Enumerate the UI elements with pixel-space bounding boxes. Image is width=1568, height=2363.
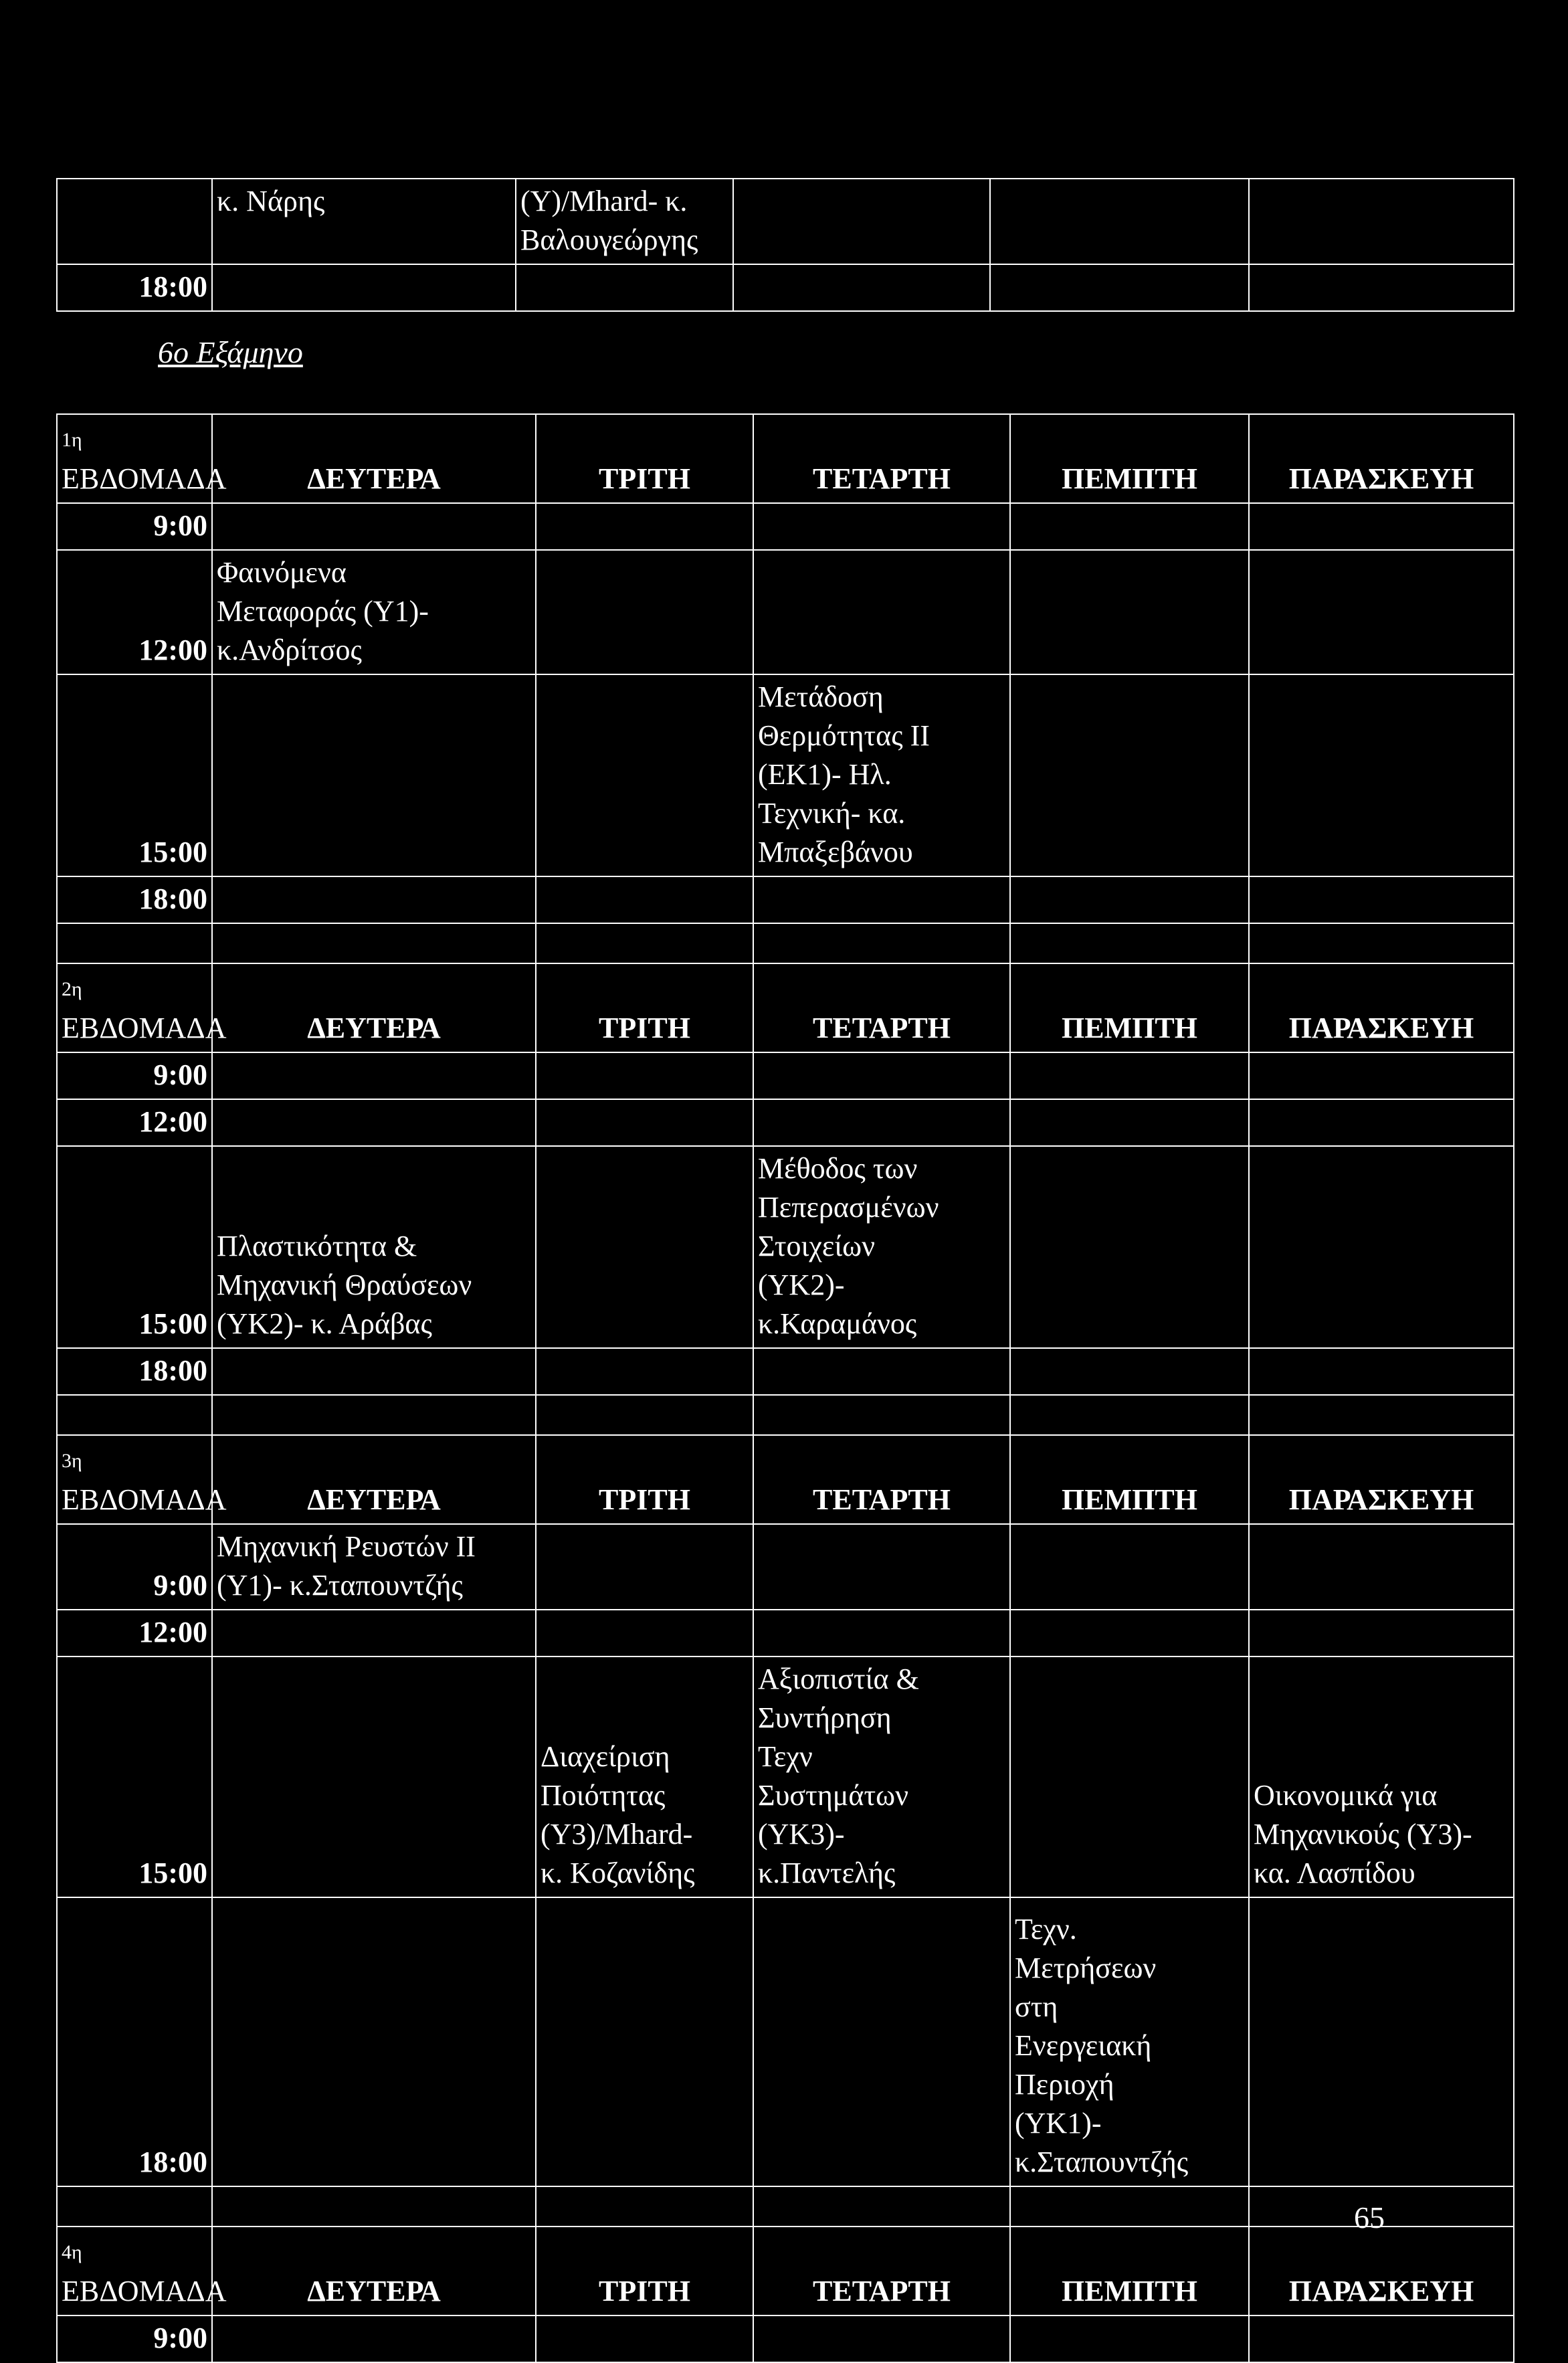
course-cell bbox=[1010, 1524, 1249, 1610]
semester-schedule-table bbox=[56, 413, 1513, 2363]
course-cell bbox=[536, 1610, 753, 1657]
empty-cell bbox=[536, 2186, 753, 2227]
course-cell: Μηχανική Ρευστών ΙΙ (Υ1)- κ.Σταπουντζής bbox=[212, 1524, 536, 1610]
course-cell bbox=[990, 179, 1249, 264]
course-cell bbox=[990, 264, 1249, 311]
course-cell bbox=[212, 1348, 536, 1395]
spacer-row bbox=[57, 1395, 1514, 1435]
course-cell bbox=[536, 1052, 753, 1099]
course-cell bbox=[1249, 1146, 1514, 1348]
time-cell: 18:00 bbox=[57, 1348, 212, 1395]
course-cell: Μετάδοση Θερμότητας ΙΙ (ΕΚ1)- Ηλ. Τεχνική- κα. Μπαξεβάνου bbox=[753, 674, 1010, 876]
time-slot-row bbox=[57, 1052, 1514, 1099]
time-cell: 9:00 bbox=[57, 2315, 212, 2362]
time-cell: 9:00 bbox=[57, 1524, 212, 1610]
time-slot-row bbox=[57, 674, 1514, 876]
day-header: ΔΕΥΤΕΡΑ bbox=[212, 1435, 536, 1524]
course-cell bbox=[733, 264, 990, 311]
empty-cell bbox=[1010, 1395, 1249, 1435]
course-cell bbox=[1249, 550, 1514, 674]
week-label bbox=[57, 1435, 227, 1524]
course-cell bbox=[212, 1099, 536, 1146]
time-cell: 15:00 bbox=[57, 674, 212, 876]
time-slot-row bbox=[57, 2315, 1514, 2362]
course-cell bbox=[753, 1897, 1010, 2186]
time-slot-row bbox=[57, 1099, 1514, 1146]
empty-cell bbox=[536, 923, 753, 963]
empty-cell bbox=[57, 2186, 212, 2227]
course-cell bbox=[1249, 179, 1514, 264]
time-cell: 9:00 bbox=[57, 503, 212, 550]
week-header-row bbox=[57, 2227, 1514, 2315]
time-slot-row bbox=[57, 1348, 1514, 1395]
course-cell bbox=[753, 503, 1010, 550]
time-cell: 12:00 bbox=[57, 1610, 212, 1657]
time-cell: 18:00 bbox=[57, 876, 212, 923]
course-cell: κ. Νάρης bbox=[212, 179, 516, 264]
course-cell bbox=[212, 264, 516, 311]
time-slot-row bbox=[57, 1610, 1514, 1657]
course-cell bbox=[212, 1897, 536, 2186]
time-cell bbox=[57, 179, 212, 264]
course-cell bbox=[753, 1052, 1010, 1099]
empty-cell bbox=[212, 923, 536, 963]
time-cell: 18:00 bbox=[57, 1897, 212, 2186]
semester-title: 6ο Εξάμηνο bbox=[158, 335, 303, 369]
week-word: ΕΒΔΟΜΑΔΑ bbox=[62, 1012, 227, 1044]
course-cell bbox=[1249, 1897, 1514, 2186]
course-cell bbox=[536, 1146, 753, 1348]
time-slot-row bbox=[57, 1146, 1514, 1348]
day-header: ΠΕΜΠΤΗ bbox=[1010, 414, 1249, 503]
course-cell bbox=[536, 1897, 753, 2186]
course-cell bbox=[1249, 674, 1514, 876]
course-cell bbox=[753, 550, 1010, 674]
course-cell bbox=[212, 1657, 536, 1897]
course-cell bbox=[516, 264, 733, 311]
week-number: 4η bbox=[62, 2241, 82, 2263]
time-slot-row bbox=[57, 550, 1514, 674]
week-header-row bbox=[57, 1435, 1514, 1524]
course-cell bbox=[1010, 876, 1249, 923]
day-header: ΠΕΜΠΤΗ bbox=[1010, 2227, 1249, 2315]
course-cell: (Υ)/Mhard- κ. Βαλουγεώργης bbox=[516, 179, 733, 264]
course-cell bbox=[1249, 1524, 1514, 1610]
week-word: ΕΒΔΟΜΑΔΑ bbox=[62, 2275, 227, 2307]
day-header: ΔΕΥΤΕΡΑ bbox=[212, 2227, 536, 2315]
week-word: ΕΒΔΟΜΑΔΑ bbox=[62, 462, 227, 495]
time-cell: 15:00 bbox=[57, 1146, 212, 1348]
course-cell bbox=[212, 2315, 536, 2362]
empty-cell bbox=[1010, 2186, 1249, 2227]
course-cell bbox=[1010, 674, 1249, 876]
course-cell bbox=[536, 1524, 753, 1610]
empty-cell bbox=[753, 923, 1010, 963]
course-cell bbox=[753, 1348, 1010, 1395]
time-cell: 15:00 bbox=[57, 1657, 212, 1897]
course-cell bbox=[1010, 1348, 1249, 1395]
day-header: ΤΕΤΑΡΤΗ bbox=[753, 414, 1010, 503]
course-cell bbox=[536, 876, 753, 923]
day-header: ΠΑΡΑΣΚΕΥΗ bbox=[1249, 1435, 1514, 1524]
course-cell bbox=[1010, 2315, 1249, 2362]
empty-cell bbox=[1010, 923, 1249, 963]
course-cell bbox=[1010, 503, 1249, 550]
day-header: ΠΕΜΠΤΗ bbox=[1010, 1435, 1249, 1524]
time-slot-row bbox=[57, 1657, 1514, 1897]
course-cell bbox=[1010, 1610, 1249, 1657]
course-cell bbox=[536, 674, 753, 876]
course-cell bbox=[1249, 1052, 1514, 1099]
week-word: ΕΒΔΟΜΑΔΑ bbox=[62, 1483, 227, 1516]
previous-semester-table-fragment bbox=[56, 178, 1513, 312]
day-header: ΤΕΤΑΡΤΗ bbox=[753, 2227, 1010, 2315]
spacer-row bbox=[57, 923, 1514, 963]
course-cell bbox=[1010, 1657, 1249, 1897]
day-header: ΤΕΤΑΡΤΗ bbox=[753, 1435, 1010, 1524]
course-cell: Αξιοπιστία & Συντήρηση Τεχν Συστημάτων (ΥΚ3)- κ.Παντελής bbox=[753, 1657, 1010, 1897]
course-cell bbox=[753, 2315, 1010, 2362]
empty-cell bbox=[212, 1395, 536, 1435]
time-slot-row bbox=[57, 503, 1514, 550]
day-header: ΠΑΡΑΣΚΕΥΗ bbox=[1249, 414, 1514, 503]
week-header-row bbox=[57, 414, 1514, 503]
course-cell bbox=[1010, 1099, 1249, 1146]
day-header: ΔΕΥΤΕΡΑ bbox=[212, 414, 536, 503]
course-cell bbox=[1010, 1052, 1249, 1099]
empty-cell bbox=[57, 923, 212, 963]
course-cell bbox=[212, 1052, 536, 1099]
course-cell bbox=[536, 1348, 753, 1395]
course-cell: Διαχείριση Ποιότητας (Υ3)/Mhard- κ. Κοζανίδης bbox=[536, 1657, 753, 1897]
course-cell bbox=[1010, 550, 1249, 674]
course-cell bbox=[536, 2315, 753, 2362]
day-header: ΠΑΡΑΣΚΕΥΗ bbox=[1249, 2227, 1514, 2315]
week-number: 3η bbox=[62, 1450, 82, 1472]
course-cell bbox=[212, 503, 536, 550]
course-cell bbox=[536, 1099, 753, 1146]
page-number: 65 bbox=[1354, 2200, 1385, 2235]
course-cell bbox=[753, 876, 1010, 923]
course-cell bbox=[536, 550, 753, 674]
day-header: ΤΡΙΤΗ bbox=[536, 1435, 753, 1524]
week-header-row bbox=[57, 963, 1514, 1052]
day-header: ΤΕΤΑΡΤΗ bbox=[753, 963, 1010, 1052]
week-label bbox=[57, 2227, 227, 2315]
day-header: ΤΡΙΤΗ bbox=[536, 414, 753, 503]
week-label bbox=[57, 963, 227, 1052]
course-cell bbox=[733, 179, 990, 264]
course-cell bbox=[753, 1099, 1010, 1146]
course-cell: Πλαστικότητα & Μηχανική Θραύσεων (ΥΚ2)- κ. Αράβας bbox=[212, 1146, 536, 1348]
course-cell bbox=[1249, 264, 1514, 311]
course-cell: Φαινόμενα Μεταφοράς (Υ1)- κ.Ανδρίτσος bbox=[212, 550, 536, 674]
course-cell bbox=[536, 503, 753, 550]
course-cell: Οικονομικά για Μηχανικούς (Υ3)- κα. Λασπίδου bbox=[1249, 1657, 1514, 1897]
week-label bbox=[57, 414, 227, 503]
day-header: ΠΕΜΠΤΗ bbox=[1010, 963, 1249, 1052]
time-cell: 12:00 bbox=[57, 550, 212, 674]
course-cell bbox=[212, 876, 536, 923]
day-header: ΔΕΥΤΕΡΑ bbox=[212, 963, 536, 1052]
time-cell: 18:00 bbox=[57, 264, 212, 311]
week-number: 2η bbox=[62, 978, 82, 1000]
course-cell: Τεχν. Μετρήσεων στη Ενεργειακή Περιοχή (ΥΚ1)- κ.Σταπουντζής bbox=[1010, 1897, 1249, 2186]
course-cell bbox=[753, 1524, 1010, 1610]
spacer-row bbox=[57, 2186, 1514, 2227]
course-cell bbox=[1249, 2315, 1514, 2362]
course-cell bbox=[1249, 1099, 1514, 1146]
time-slot-row bbox=[57, 1524, 1514, 1610]
empty-cell bbox=[536, 1395, 753, 1435]
time-cell: 9:00 bbox=[57, 1052, 212, 1099]
empty-cell bbox=[212, 2186, 536, 2227]
course-cell bbox=[212, 1610, 536, 1657]
empty-cell bbox=[753, 2186, 1010, 2227]
empty-cell bbox=[1249, 1395, 1514, 1435]
course-cell bbox=[212, 674, 536, 876]
time-slot-row bbox=[57, 876, 1514, 923]
empty-cell bbox=[1249, 923, 1514, 963]
time-slot-row bbox=[57, 1897, 1514, 2186]
course-cell bbox=[1249, 1348, 1514, 1395]
week-number: 1η bbox=[62, 429, 82, 451]
day-header: ΤΡΙΤΗ bbox=[536, 963, 753, 1052]
time-cell: 12:00 bbox=[57, 1099, 212, 1146]
course-cell: Μέθοδος των Πεπερασμένων Στοιχείων (ΥΚ2)- κ.Καραμάνος bbox=[753, 1146, 1010, 1348]
day-header: ΤΡΙΤΗ bbox=[536, 2227, 753, 2315]
course-cell bbox=[753, 1610, 1010, 1657]
day-header: ΠΑΡΑΣΚΕΥΗ bbox=[1249, 963, 1514, 1052]
empty-cell bbox=[753, 1395, 1010, 1435]
course-cell bbox=[1249, 503, 1514, 550]
course-cell bbox=[1249, 876, 1514, 923]
course-cell bbox=[1249, 1610, 1514, 1657]
empty-cell bbox=[57, 1395, 212, 1435]
course-cell bbox=[1010, 1146, 1249, 1348]
